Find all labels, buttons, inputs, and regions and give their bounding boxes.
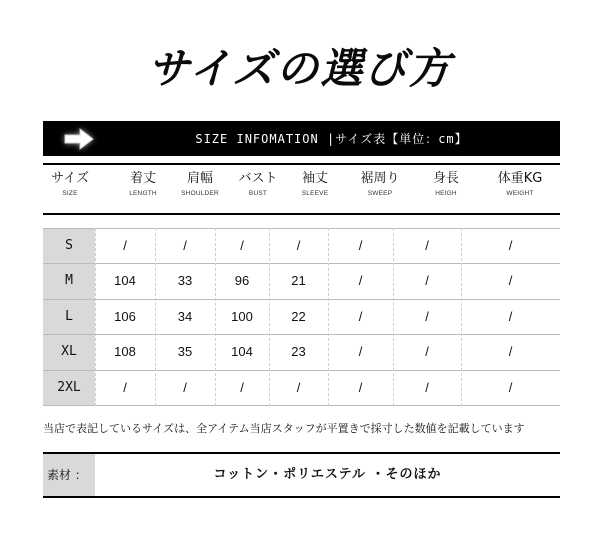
- column-header-en: SWEEP: [367, 190, 393, 197]
- table-cell: /: [425, 379, 429, 395]
- table-cell: /: [358, 344, 363, 360]
- table-cell: /: [425, 308, 429, 324]
- size-label: XL: [61, 344, 77, 360]
- column-header-jp: 裾周り: [360, 171, 400, 186]
- size-label: S: [65, 238, 73, 253]
- column-header: [480, 170, 560, 200]
- measurement-note: 当店で表記しているサイズは、全アイテム当店スタッフが平置きで採寸した数値を記載しています: [43, 422, 525, 435]
- table-cell: 100: [231, 308, 253, 324]
- table-cell: /: [358, 273, 363, 289]
- table-cell: /: [183, 238, 187, 253]
- table-cell: /: [183, 379, 187, 395]
- table-cell: /: [123, 379, 127, 395]
- column-header-jp: 袖丈: [301, 171, 328, 186]
- header-bottom-border: [43, 213, 560, 215]
- table-cell: /: [296, 379, 301, 395]
- column-header-jp: 肩幅: [186, 171, 213, 186]
- table-cell: /: [508, 273, 513, 289]
- table-cell: /: [508, 344, 513, 360]
- column-header-en: SLEEVE: [301, 190, 329, 197]
- column-header-en: HEIGH: [435, 190, 457, 197]
- size-label: 2XL: [57, 379, 81, 395]
- column-header: [30, 170, 110, 200]
- banner-text: SIZE INFOMATION |サイズ表【単位：cm】: [195, 132, 468, 146]
- table-cell: 106: [114, 308, 136, 324]
- column-header-en: LENGTH: [129, 190, 157, 197]
- table-cell: 35: [177, 344, 193, 360]
- table-row: [43, 335, 560, 370]
- material-value: コットン・ポリエステル ・そのほか: [213, 467, 442, 482]
- table-row: [43, 300, 560, 335]
- table-cell: /: [296, 238, 301, 253]
- table-cell: 23: [291, 344, 306, 360]
- table-cell: /: [508, 308, 513, 324]
- size-table: [43, 228, 560, 406]
- table-cell: /: [240, 379, 244, 395]
- size-label: M: [65, 273, 73, 289]
- header-top-border: [43, 163, 560, 165]
- table-cell: /: [425, 344, 429, 360]
- column-header-en: SHOULDER: [181, 190, 219, 197]
- table-cell: /: [123, 238, 127, 253]
- column-header-jp: 体重KG: [497, 171, 543, 186]
- table-cell: 104: [231, 344, 253, 360]
- table-cell: 21: [291, 273, 306, 289]
- column-header-en: SIZE: [62, 190, 78, 197]
- page-title: サイズの選び方: [147, 44, 453, 93]
- column-header-jp: 身長: [432, 171, 459, 186]
- table-cell: /: [358, 308, 363, 324]
- column-header-en: WEIGHT: [506, 190, 534, 197]
- table-cell: 22: [291, 308, 306, 324]
- column-header: [406, 170, 486, 200]
- table-cell: /: [425, 238, 429, 253]
- table-cell: 33: [177, 273, 193, 289]
- column-header-jp: サイズ: [51, 171, 89, 186]
- material-section: [43, 452, 560, 498]
- size-info-banner: [43, 122, 560, 156]
- table-cell: 96: [234, 273, 250, 289]
- table-cell: /: [358, 238, 363, 253]
- table-cell: 104: [114, 273, 136, 289]
- table-cell: /: [358, 379, 363, 395]
- table-cell: 34: [177, 308, 193, 324]
- table-row: [43, 264, 560, 299]
- table-row: [43, 229, 560, 264]
- column-header-jp: バスト: [238, 171, 278, 186]
- table-cell: /: [425, 273, 429, 289]
- size-label: L: [65, 308, 73, 324]
- table-cell: /: [240, 238, 244, 253]
- column-header-en: BUST: [248, 190, 268, 197]
- table-cell: /: [508, 379, 513, 395]
- table-cell: /: [508, 238, 513, 253]
- material-label: 素材 ：: [47, 468, 87, 482]
- column-header-jp: 着丈: [129, 171, 156, 186]
- table-row: [43, 371, 560, 406]
- table-cell: 108: [114, 344, 136, 360]
